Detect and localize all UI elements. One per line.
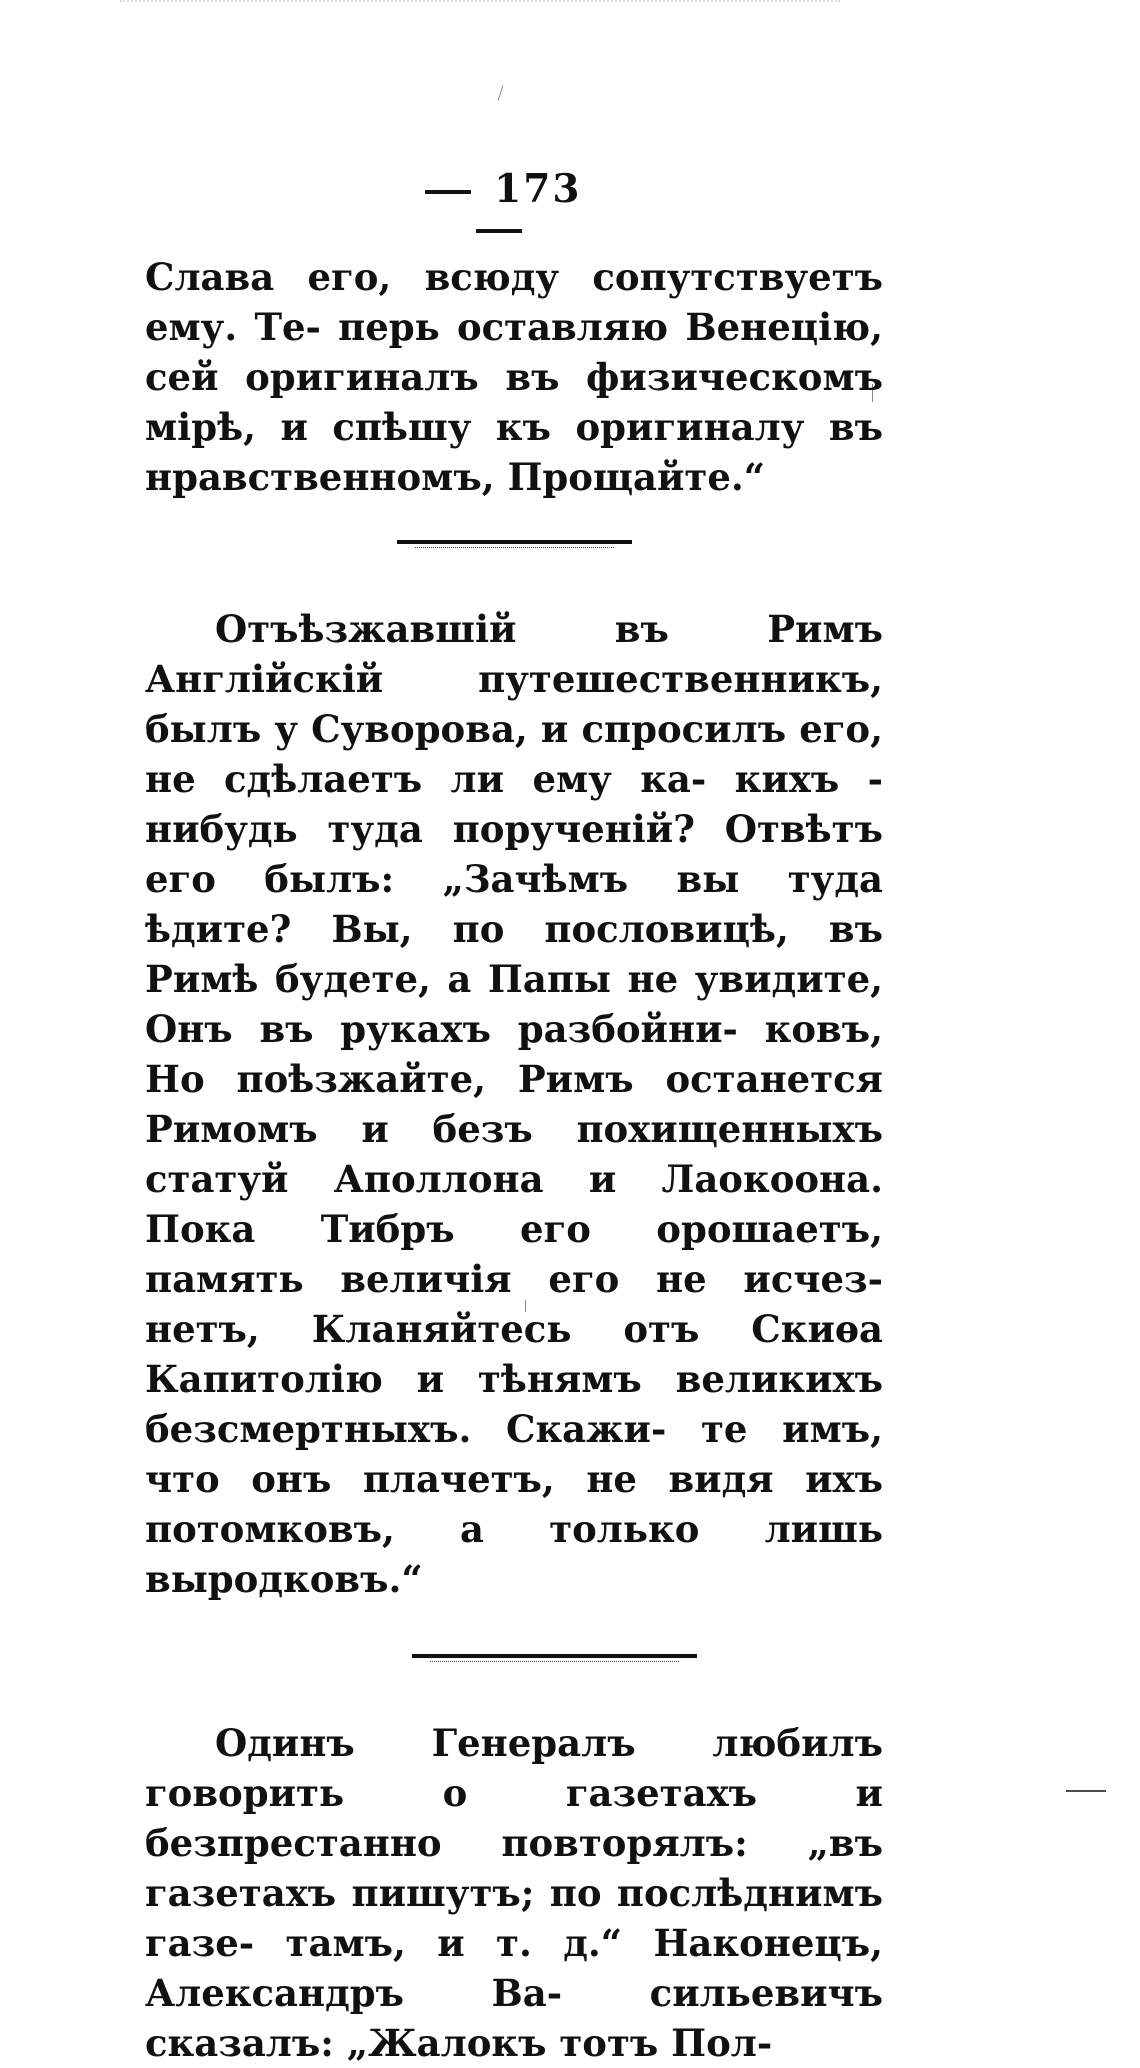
scan-speck — [498, 85, 504, 101]
right-rule — [476, 229, 522, 233]
page-content — [145, 252, 883, 2068]
paragraph-2: Отъѣзжавшій въ Римъ Англійскій путешественникъ, былъ у Суворова, и спросилъ его, не сдѣлаетъ ли ему ка- кихъ - нибудь туда порученій? Отвѣтъ его былъ: „Зачѣмъ вы туда ѣдите? Вы, по пословицѣ, въ Римѣ будете, а Папы не увидите, Онъ въ рукахъ разбойни- ковъ, Но поѣзжайте, Римъ останется Римомъ и безъ похищенныхъ статуй Аполлона и Лаокоона. Пока Тибръ его орошаетъ, память величія его не исчез- нетъ, Кланяйтесь отъ Скиѳа Капитолію и тѣнямъ великихъ безсмертныхъ. Скажи- те имъ, что онъ плачетъ, не видя ихъ потомковъ, а только лишь выродковъ.“ — [145, 607, 883, 1601]
section-divider — [412, 1654, 697, 1658]
top-scan-artifact — [120, 0, 840, 8]
page-number: 173 — [494, 166, 582, 212]
left-rule — [425, 190, 471, 194]
corner-mark — [1066, 1790, 1106, 1792]
page-number-row — [404, 166, 594, 248]
paragraph-3: Одинъ Генералъ любилъ говорить о газетахъ и безпрестанно повторялъ: „въ газетахъ пишутъ; по послѣднимъ газе- тамъ, и т. д.“ Наконецъ, Александръ Ва- сильевичъ сказалъ: „Жалокъ тотъ Пол- — [145, 1721, 883, 2065]
paragraph-1: Слава его, всюду сопутствуетъ ему. Те- перь оставляю Венецію, сей оригиналъ въ физическомъ мірѣ, и спѣшу къ оригиналу въ нравственномъ, Прощайте.“ — [145, 255, 883, 499]
section-divider — [397, 540, 632, 544]
